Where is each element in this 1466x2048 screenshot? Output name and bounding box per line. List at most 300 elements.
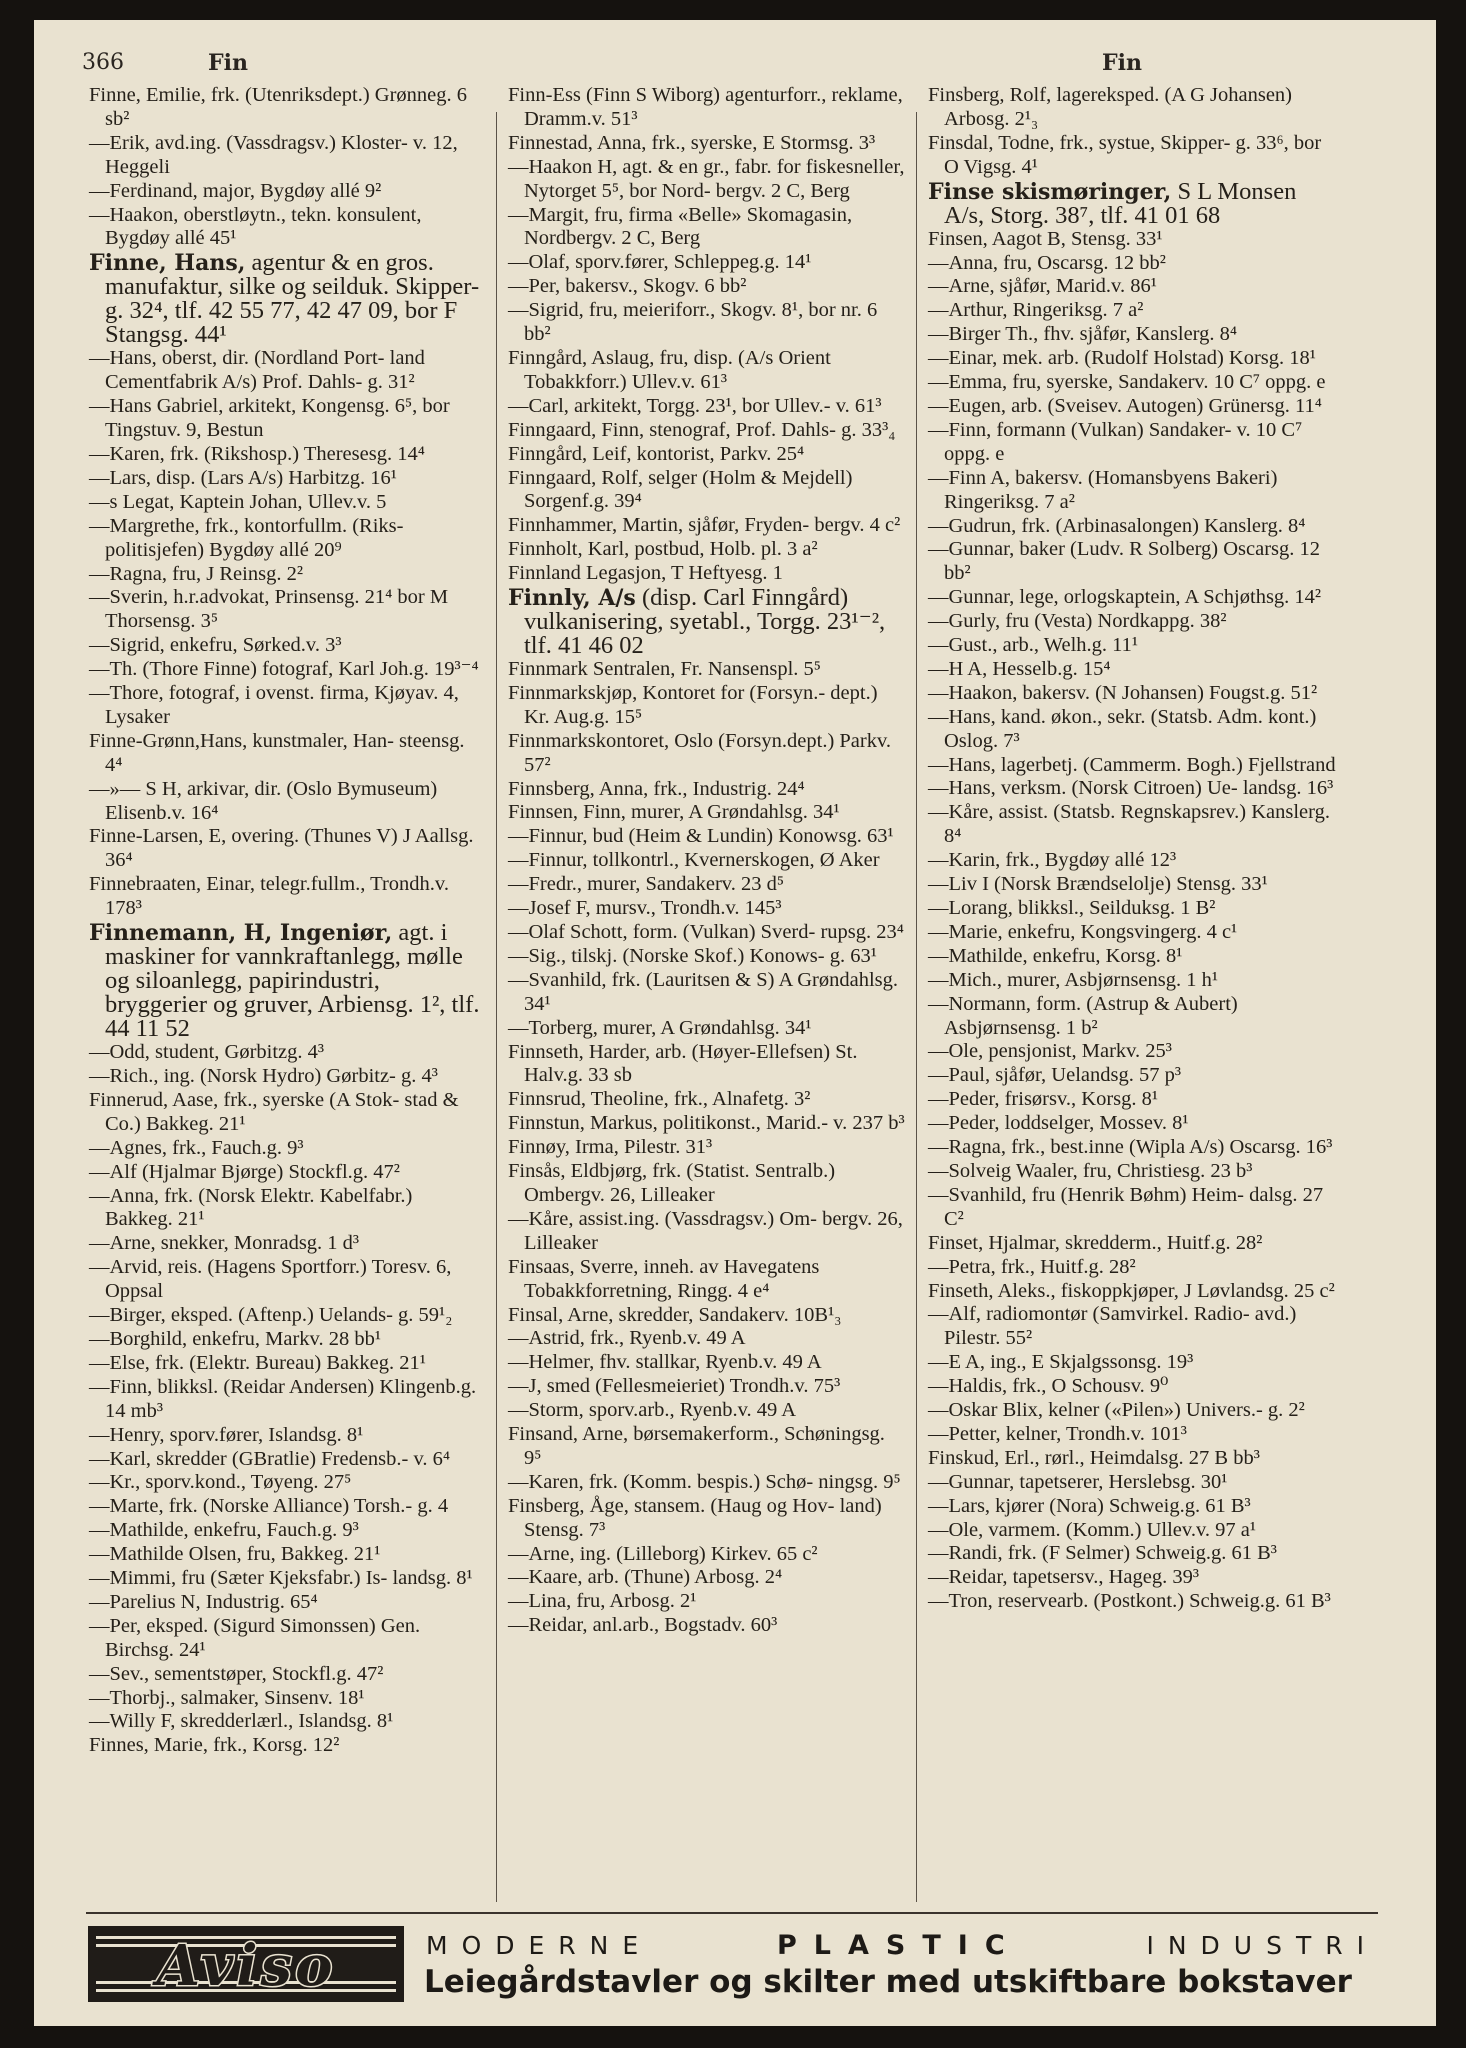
- directory-column-2: [508, 84, 906, 1638]
- entry-text: —Parelius N, Industrig. 65⁴: [89, 1590, 318, 1613]
- entry-text: —Reidar, anl.arb., Bogstadv. 60³: [508, 1614, 778, 1637]
- entry-text: Finsaas, Sverre, inneh. av Havegatens Tobakkforretning, Ringg. 4 e⁴: [508, 1255, 820, 1302]
- entry-text: —Rich., ing. (Norsk Hydro) Gørbitz- g. 4³: [89, 1065, 438, 1087]
- directory-entry: [508, 514, 906, 538]
- directory-entry: [89, 467, 484, 491]
- directory-entry: [89, 634, 484, 658]
- directory-entry: [928, 777, 1338, 801]
- entry-text: —Thorbj., salmaker, Sinsenv. 18¹: [89, 1686, 365, 1709]
- directory-entry: [928, 1088, 1338, 1112]
- directory-entry: [508, 1614, 906, 1638]
- entry-heading: Finne, Hans,: [89, 250, 246, 277]
- entry-text: —Gurly, fru (Vesta) Nordkappg. 38²: [928, 610, 1227, 633]
- directory-entry: [928, 897, 1338, 921]
- directory-entry: [508, 1495, 906, 1543]
- directory-entry: [928, 371, 1338, 395]
- entry-text: —Lorang, blikksl., Seilduksg. 1 B²: [928, 897, 1216, 919]
- directory-entry: [928, 1542, 1338, 1566]
- entry-text: Finnerud, Aase, frk., syerske (A Stok- stad & Co.) Bakkeg. 21¹: [89, 1088, 459, 1135]
- entry-text: Finsberg, Rolf, lagereksped. (A G Johansen) Arbosg. 2¹₃: [928, 84, 1293, 130]
- entry-text: (disp. Carl Finngård) vulkanisering, syetabl., Torgg. 23¹⁻², tlf. 41 46 02: [524, 584, 886, 660]
- directory-entry: [928, 921, 1338, 945]
- entry-text: Finnsrud, Theoline, frk., Alnafetg. 3²: [508, 1088, 811, 1111]
- directory-entry: [928, 873, 1338, 897]
- entry-text: —»— S H, arkivar, dir. (Oslo Bymuseum) Elisenb.v. 16⁴: [89, 777, 438, 824]
- directory-entry: [508, 538, 906, 562]
- entry-text: —Peder, loddselger, Mossev. 8¹: [928, 1112, 1189, 1135]
- entry-text: —Arne, ing. (Lilleborg) Kirkev. 65 c²: [508, 1542, 818, 1565]
- directory-entry: [89, 1495, 484, 1519]
- directory-entry: [928, 1375, 1338, 1399]
- directory-entry: [89, 1352, 484, 1376]
- entry-text: —Carl, arkitekt, Torgg. 23¹, bor Ullev.- v. 61³: [508, 394, 882, 417]
- directory-entry: [89, 1734, 484, 1758]
- directory-entry: [928, 801, 1338, 849]
- entry-text: Finne, Emilie, frk. (Utenriksdept.) Grønneg. 6 sb²: [89, 84, 468, 130]
- entry-text: —Margit, fru, firma «Belle» Skomagasin, Nordbergv. 2 C, Berg: [508, 203, 853, 250]
- directory-entry: [508, 1399, 906, 1423]
- entry-text: Finsal, Arne, skredder, Sandakerv. 10B¹₃: [508, 1303, 842, 1326]
- entry-text: —Th. (Thore Finne) fotograf, Karl Joh.g. 19³⁻⁴: [89, 658, 479, 681]
- directory-entry: [928, 1399, 1338, 1423]
- entry-text: —Arvid, reis. (Hagens Sportforr.) Toresv. 6, Oppsal: [89, 1256, 452, 1303]
- entry-text: —Thore, fotograf, i ovenst. firma, Kjøyav. 4, Lysaker: [89, 682, 459, 728]
- entry-text: —Mathilde, enkefru, Korsg. 8¹: [928, 944, 1183, 967]
- entry-text: —Gunnar, baker (Ludv. R Solberg) Oscarsg. 12 bb²: [928, 538, 1321, 585]
- entry-text: Finsand, Arne, børsemakerform., Schøningsg. 9⁵: [508, 1423, 885, 1469]
- directory-entry: [928, 1495, 1338, 1519]
- directory-entry: [89, 1137, 484, 1161]
- directory-entry: [89, 132, 484, 180]
- entry-text: —Gunnar, lege, orlogskaptein, A Schjøthsg. 14²: [928, 586, 1322, 609]
- directory-entry: [89, 730, 484, 778]
- directory-entry: [89, 778, 484, 826]
- entry-text: Finnland Legasjon, T Heftyesg. 1: [508, 562, 783, 585]
- entry-text: —Normann, form. (Astrup & Aubert) Asbjørnsensg. 1 b²: [928, 992, 1238, 1039]
- entry-text: S L Monsen A/s, Storg. 38⁷, tlf. 41 01 68: [944, 177, 1297, 229]
- directory-entry: [928, 1280, 1338, 1304]
- directory-entry: [928, 347, 1338, 371]
- directory-entry: [928, 515, 1338, 539]
- entry-text: —Einar, mek. arb. (Rudolf Holstad) Korsg. 18¹: [928, 347, 1316, 370]
- entry-text: —s Legat, Kaptein Johan, Ullev.v. 5: [89, 490, 387, 513]
- directory-entry: [928, 132, 1338, 180]
- entry-text: —Kåre, assist. (Statsb. Regnskapsrev.) Kanslerg. 8⁴: [928, 801, 1330, 848]
- entry-heading: Finnemann, H, Ingeniør,: [89, 920, 393, 947]
- entry-text: —Finnur, bud (Heim & Lundin) Konowsg. 63¹: [508, 825, 894, 848]
- directory-entry: [928, 1040, 1338, 1064]
- entry-text: Finskud, Erl., rørl., Heimdalsg. 27 B bb³: [928, 1446, 1260, 1469]
- entry-text: Finngård, Aslaug, fru, disp. (A/s Orient Tobakkforr.) Ullev.v. 61³: [508, 346, 831, 393]
- entry-text: —Birger, eksped. (Aftenp.) Uelands- g. 59¹₂: [89, 1304, 453, 1327]
- svg-text:Aviso: Aviso: [156, 1933, 336, 1999]
- directory-entry: [508, 1543, 906, 1567]
- directory-entry: [928, 228, 1338, 252]
- directory-column-1: [89, 84, 484, 1758]
- advert-word-moderne: MODERNE: [426, 1931, 653, 1960]
- column-divider: [496, 112, 497, 1902]
- directory-entry: [89, 1471, 484, 1495]
- entry-text: —Randi, frk. (F Selmer) Schweig.g. 61 B³: [928, 1542, 1277, 1565]
- directory-entry: [928, 1471, 1338, 1495]
- entry-text: —Odd, student, Gørbitzg. 4³: [89, 1041, 325, 1064]
- directory-entry: [928, 538, 1338, 586]
- directory-entry: [89, 1710, 484, 1734]
- directory-entry: [928, 1519, 1338, 1543]
- entry-text: —Haakon, bakersv. (N Johansen) Fougst.g. 51²: [928, 681, 1318, 704]
- entry-text: —Kaare, arb. (Thune) Arbosg. 2⁴: [508, 1566, 783, 1589]
- entry-text: Finnøy, Irma, Pilestr. 31³: [508, 1136, 713, 1159]
- entry-text: —Erik, avd.ing. (Vassdragsv.) Kloster- v. 12, Heggeli: [89, 131, 458, 178]
- directory-entry: [508, 562, 906, 586]
- entry-text: Finnestad, Anna, frk., syerske, E Stormsg. 3³: [508, 131, 876, 154]
- directory-entry: [508, 658, 906, 682]
- directory-entry: [928, 299, 1338, 323]
- entry-text: —Lars, kjører (Nora) Schweig.g. 61 B³: [928, 1494, 1251, 1517]
- directory-column-3: [928, 84, 1338, 1614]
- directory-entry: [928, 849, 1338, 873]
- running-head-right: Fin: [1102, 50, 1142, 76]
- directory-entry: [508, 1160, 906, 1208]
- directory-entry: [928, 1590, 1338, 1614]
- entry-text: —Sev., sementstøper, Stockfl.g. 47²: [89, 1662, 384, 1685]
- entry-text: —Hans, verksm. (Norsk Citroen) Ue- landsg. 16³: [928, 777, 1334, 800]
- entry-text: —Ragna, frk., best.inne (Wipla A/s) Oscarsg. 16³: [928, 1136, 1333, 1159]
- directory-entry: [89, 515, 484, 563]
- directory-entry: [89, 1041, 484, 1065]
- entry-text: Finnseth, Harder, arb. (Høyer-Ellefsen) St. Halv.g. 33 sb: [508, 1040, 858, 1087]
- entry-text: —Anna, frk. (Norsk Elektr. Kabelfabr.) Bakkeg. 21¹: [89, 1184, 413, 1231]
- entry-text: —Petter, kelner, Trondh.v. 101³: [928, 1422, 1187, 1445]
- directory-entry: [508, 467, 906, 515]
- entry-text: —Willy F, skredderlærl., Islandsg. 8¹: [89, 1710, 394, 1733]
- directory-entry: [508, 275, 906, 299]
- entry-text: —Sigrid, enkefru, Sørked.v. 3³: [89, 634, 342, 657]
- directory-entry: [89, 1519, 484, 1543]
- directory-entry: [928, 993, 1338, 1041]
- entry-text: —Svanhild, fru (Henrik Bøhm) Heim- dalsg. 27 C²: [928, 1183, 1324, 1230]
- directory-entry: [89, 1256, 484, 1304]
- entry-text: Finsen, Aagot B, Stensg. 33¹: [928, 227, 1163, 250]
- directory-entry: [928, 1064, 1338, 1088]
- entry-text: —Reidar, tapetsersv., Hageg. 39³: [928, 1566, 1199, 1589]
- entry-text: Finnmark Sentralen, Fr. Nansenspl. 5⁵: [508, 658, 821, 681]
- directory-entry: [928, 1184, 1338, 1232]
- column-divider: [916, 112, 917, 1902]
- directory-entry: [508, 849, 906, 873]
- directory-entry: [89, 1687, 484, 1711]
- entry-heading: Finse skismøringer,: [928, 178, 1172, 205]
- entry-text: —Arne, sjåfør, Marid.v. 86¹: [928, 275, 1157, 298]
- directory-entry: [928, 419, 1338, 467]
- directory-entry: [508, 1017, 906, 1041]
- directory-entry: [928, 84, 1338, 132]
- entry-text: —Olaf, sporv.fører, Schleppeg.g. 14¹: [508, 251, 812, 274]
- entry-text: —Haakon H, agt. & en gr., fabr. for fiskesneller, Nytorget 5⁵, bor Nord- bergv. 2 C, Berg: [508, 155, 905, 202]
- entry-text: —Ole, pensjonist, Markv. 25³: [928, 1040, 1172, 1063]
- directory-entry: [508, 921, 906, 945]
- directory-entry: [508, 945, 906, 969]
- entry-text: —Mich., murer, Asbjørnsensg. 1 h¹: [928, 968, 1219, 991]
- entry-text: —Emma, fru, syerske, Sandakerv. 10 C⁷ oppg. e: [928, 371, 1326, 394]
- directory-entry: [89, 180, 484, 204]
- directory-entry: [928, 1112, 1338, 1136]
- directory-entry: [508, 1136, 906, 1160]
- entry-text: —Gust., arb., Welh.g. 11¹: [928, 634, 1139, 657]
- entry-text: —Karen, frk. (Komm. bespis.) Schø- ningsg. 9⁵: [508, 1470, 901, 1493]
- entry-text: —Hans Gabriel, arkitekt, Kongensg. 6⁵, bor Tingstuv. 9, Bestun: [89, 395, 450, 442]
- directory-entry: [508, 969, 906, 1017]
- running-head-left: Fin: [208, 50, 248, 76]
- entry-text: —Ferdinand, major, Bygdøy allé 9²: [89, 179, 382, 202]
- entry-text: Finset, Hjalmar, skredderm., Huitf.g. 28²: [928, 1231, 1263, 1254]
- directory-entry: [928, 682, 1338, 706]
- entry-text: —Tron, reservearb. (Postkont.) Schweig.g. 61 B³: [928, 1590, 1331, 1613]
- directory-entry: [508, 1375, 906, 1399]
- directory-entry: [89, 251, 484, 347]
- entry-text: —Storm, sporv.arb., Ryenb.v. 49 A: [508, 1399, 797, 1422]
- entry-text: —Haakon, oberstløytn., tekn. konsulent, Bygdøy allé 45¹: [89, 203, 422, 250]
- directory-entry: [89, 1185, 484, 1233]
- entry-text: —Finn, blikksl. (Reidar Andersen) Klingenb.g. 14 mb³: [89, 1375, 477, 1422]
- directory-entry: [89, 84, 484, 132]
- entry-text: —Alf, radiomontør (Samvirkel. Radio- avd.) Pilestr. 55²: [928, 1303, 1297, 1350]
- directory-entry: [89, 873, 484, 921]
- directory-entry: [89, 658, 484, 682]
- entry-text: —Henry, sporv.fører, Islandsg. 8¹: [89, 1423, 364, 1446]
- entry-text: Finn-Ess (Finn S Wiborg) agenturforr., reklame, Dramm.v. 51³: [508, 84, 903, 130]
- entry-text: —Karen, frk. (Rikshosp.) Theresesg. 14⁴: [89, 442, 425, 465]
- directory-entry: [89, 1089, 484, 1137]
- entry-text: —Finnur, tollkontrl., Kvernerskogen, Ø Aker: [508, 849, 880, 872]
- entry-text: —Alf (Hjalmar Bjørge) Stockfl.g. 47²: [89, 1160, 400, 1183]
- entry-text: —Fredr., murer, Sandakerv. 23 d⁵: [508, 873, 784, 896]
- directory-entry: [508, 825, 906, 849]
- entry-text: —Haldis, frk., O Schousv. 9⁰: [928, 1375, 1169, 1398]
- entry-text: Finsberg, Åge, stansem. (Haug og Hov- land) Stensg. 7³: [508, 1494, 882, 1541]
- entry-text: Finnebraaten, Einar, telegr.fullm., Trondh.v. 178³: [89, 873, 449, 920]
- directory-entry: [928, 586, 1338, 610]
- directory-entry: [89, 1376, 484, 1424]
- directory-entry: [508, 251, 906, 275]
- directory-entry: [928, 1423, 1338, 1447]
- entry-text: —Mathilde Olsen, fru, Bakkeg. 21¹: [89, 1543, 381, 1566]
- directory-entry: [508, 1041, 906, 1089]
- advert-line-2: Leiegårdstavler og skilter med utskiftbare bokstaver: [424, 1964, 1352, 2000]
- directory-entry: [508, 730, 906, 778]
- entry-text: —Anna, fru, Oscarsg. 12 bb²: [928, 251, 1166, 274]
- entry-text: Finsås, Eldbjørg, frk. (Statist. Sentralb.) Ombergv. 26, Lilleaker: [508, 1160, 836, 1206]
- entry-text: —Agnes, frk., Fauch.g. 9³: [89, 1136, 304, 1159]
- directory-entry: [89, 1065, 484, 1089]
- entry-text: —Sig., tilskj. (Norske Skof.) Konows- g. 63¹: [508, 944, 877, 967]
- entry-text: —Lina, fru, Arbosg. 2¹: [508, 1590, 697, 1613]
- directory-entry: [508, 1112, 906, 1136]
- directory-entry: [508, 132, 906, 156]
- directory-entry: [508, 84, 906, 132]
- directory-entry: [928, 1351, 1338, 1375]
- entry-text: —Mimmi, fru (Sæter Kjeksfabr.) Is- landsg. 8¹: [89, 1567, 473, 1590]
- entry-text: —Finn, formann (Vulkan) Sandaker- v. 10 C⁷ oppg. e: [928, 418, 1303, 465]
- directory-entry: [89, 1232, 484, 1256]
- directory-entry: [928, 1566, 1338, 1590]
- directory-entry: [508, 1088, 906, 1112]
- directory-entry: [928, 610, 1338, 634]
- directory-entry: [508, 1590, 906, 1614]
- entry-text: Finngaard, Rolf, selger (Holm & Mejdell) Sorgenf.g. 39⁴: [508, 466, 853, 513]
- directory-entry: [89, 395, 484, 443]
- entry-text: —Per, eksped. (Sigurd Simonssen) Gen. Birchsg. 24¹: [89, 1614, 421, 1661]
- entry-text: Finnsberg, Anna, frk., Industrig. 24⁴: [508, 777, 805, 800]
- directory-entry: [89, 921, 484, 1041]
- entry-text: —Margrethe, frk., kontorfullm. (Riks- politisjefen) Bygdøy allé 20⁹: [89, 514, 404, 561]
- entry-text: —Kr., sporv.kond., Tøyeng. 27⁵: [89, 1471, 352, 1494]
- entry-text: —Lars, disp. (Lars A/s) Harbitzg. 16¹: [89, 466, 397, 489]
- entry-text: —Solveig Waaler, fru, Christiesg. 23 b³: [928, 1159, 1253, 1182]
- entry-text: —Petra, frk., Huitf.g. 28²: [928, 1255, 1136, 1278]
- directory-entry: [508, 347, 906, 395]
- entry-text: —H A, Hesselb.g. 15⁴: [928, 657, 1111, 680]
- entry-text: Finnsen, Finn, murer, A Grøndahlsg. 34¹: [508, 801, 840, 824]
- entry-text: —Karl, skredder (GBratlie) Fredensb.- v. 6⁴: [89, 1447, 451, 1470]
- entry-text: —Hans, lagerbetj. (Cammerm. Bogh.) Fjellstrand: [928, 753, 1336, 776]
- directory-entry: [928, 1232, 1338, 1256]
- directory-entry: [89, 1448, 484, 1472]
- entry-text: —Peder, frisørsv., Korsg. 8¹: [928, 1088, 1159, 1111]
- directory-entry: [928, 1136, 1338, 1160]
- entry-text: —Mathilde, enkefru, Fauch.g. 9³: [89, 1519, 359, 1542]
- directory-entry: [89, 204, 484, 252]
- entry-text: —Else, frk. (Elektr. Bureau) Bakkeg. 21¹: [89, 1351, 426, 1374]
- directory-entry: [508, 1304, 906, 1328]
- entry-text: —Paul, sjåfør, Uelandsg. 57 p³: [928, 1064, 1181, 1087]
- entry-text: —Svanhild, frk. (Lauritsen & S) A Grøndahlsg. 34¹: [508, 968, 899, 1015]
- directory-entry: [508, 204, 906, 252]
- entry-text: —Astrid, frk., Ryenb.v. 49 A: [508, 1327, 746, 1350]
- entry-text: —Hans, oberst, dir. (Nordland Port- land Cementfabrik A/s) Prof. Dahls- g. 31²: [89, 347, 425, 394]
- directory-entry: [508, 1256, 906, 1304]
- aviso-logo: [86, 1922, 406, 2006]
- directory-entry: [928, 395, 1338, 419]
- entry-text: —Eugen, arb. (Sveisev. Autogen) Grünersg. 11⁴: [928, 394, 1322, 417]
- entry-text: —E A, ing., E Skjalgssonsg. 19³: [928, 1351, 1194, 1374]
- entry-text: Finnhammer, Martin, sjåfør, Fryden- bergv. 4 c²: [508, 514, 901, 537]
- directory-entry: [508, 395, 906, 419]
- entry-text: agentur & en gros. manufaktur, silke og seilduk. Skipper- g. 32⁴, tlf. 42 55 77, 42 47 09, bor F Stangsg. 44¹: [105, 249, 480, 349]
- directory-entry: [928, 706, 1338, 754]
- entry-text: —Borghild, enkefru, Markv. 28 bb¹: [89, 1327, 381, 1350]
- directory-entry: [89, 1663, 484, 1687]
- directory-entry: [508, 299, 906, 347]
- directory-entry: [928, 1256, 1338, 1280]
- directory-entry: [928, 754, 1338, 778]
- entry-text: Finnmarkskontoret, Oslo (Forsyn.dept.) Parkv. 57²: [508, 729, 892, 776]
- directory-entry: [89, 1328, 484, 1352]
- directory-entry: [508, 1351, 906, 1375]
- directory-entry: [508, 897, 906, 921]
- entry-text: —Marte, frk. (Norske Alliance) Torsh.- g. 4: [89, 1495, 449, 1518]
- entry-text: —J, smed (Fellesmeieriet) Trondh.v. 75³: [508, 1375, 841, 1398]
- entry-text: Finsdal, Todne, frk., systue, Skipper- g. 33⁶, bor O Vigsg. 4¹: [928, 131, 1322, 178]
- directory-entry: [508, 1423, 906, 1471]
- entry-text: —Oskar Blix, kelner («Pilen») Univers.- g. 2²: [928, 1399, 1305, 1422]
- directory-entry: [89, 1543, 484, 1567]
- entry-heading: Finnly, A/s: [508, 585, 636, 612]
- entry-text: —Helmer, fhv. stallkar, Ryenb.v. 49 A: [508, 1351, 822, 1374]
- directory-entry: [89, 825, 484, 873]
- directory-entry: [89, 586, 484, 634]
- entry-text: —Ole, varmem. (Komm.) Ullev.v. 97 a¹: [928, 1518, 1256, 1541]
- entry-text: —Torberg, murer, A Grøndahlsg. 34¹: [508, 1016, 812, 1039]
- directory-entry: [928, 634, 1338, 658]
- directory-entry: [928, 323, 1338, 347]
- advert-word-industri: INDUSTRI: [1146, 1931, 1378, 1960]
- directory-entry: [508, 156, 906, 204]
- directory-entry: [508, 586, 906, 658]
- entry-text: Finnholt, Karl, postbud, Holb. pl. 3 a²: [508, 538, 818, 561]
- entry-text: —Gudrun, frk. (Arbinasalongen) Kanslerg. 8⁴: [928, 514, 1306, 537]
- entry-text: Finnmarkskjøp, Kontoret for (Forsyn.- dept.) Kr. Aug.g. 15⁵: [508, 681, 878, 728]
- directory-entry: [508, 1327, 906, 1351]
- entry-text: —Sverin, h.r.advokat, Prinsensg. 21⁴ bor M Thorsensg. 3⁵: [89, 586, 449, 633]
- entry-text: —Gunnar, tapetserer, Herslebsg. 30¹: [928, 1470, 1228, 1493]
- entry-text: —Liv I (Norsk Brændselolje) Stensg. 33¹: [928, 873, 1268, 896]
- entry-text: —Finn A, bakersv. (Homansbyens Bakeri) Ringeriksg. 7 a²: [928, 466, 1278, 513]
- directory-entry: [508, 443, 906, 467]
- entry-text: —Kåre, assist.ing. (Vassdragsv.) Om- bergv. 26, Lilleaker: [508, 1207, 903, 1254]
- advertisement: [86, 1922, 1380, 2006]
- directory-entry: [89, 1161, 484, 1185]
- entry-text: Finngaard, Finn, stenograf, Prof. Dahls- g. 33³₄: [508, 418, 896, 441]
- entry-text: —Ragna, fru, J Reinsg. 2²: [89, 562, 303, 585]
- directory-entry: [928, 252, 1338, 276]
- directory-entry: [928, 1447, 1338, 1471]
- entry-text: agt. i maskiner for vannkraftanlegg, mølle og siloanlegg, papirindustri, bryggerier og gruver, Arbiensg. 1², tlf. 44 11 52: [105, 919, 480, 1043]
- directory-entry: [928, 969, 1338, 993]
- entry-text: Finnstun, Markus, politikonst., Marid.- v. 237 b³: [508, 1112, 905, 1135]
- directory-entry: [89, 1567, 484, 1591]
- entry-text: Finngård, Leif, kontorist, Parkv. 25⁴: [508, 442, 805, 465]
- directory-entry: [89, 563, 484, 587]
- entry-text: —Sigrid, fru, meieriforr., Skogv. 8¹, bor nr. 6 bb²: [508, 299, 878, 346]
- entry-text: Finne-Grønn,Hans, kunstmaler, Han- steensg. 4⁴: [89, 729, 465, 776]
- directory-entry: [928, 177, 1338, 229]
- entry-text: —Marie, enkefru, Kongsvingerg. 4 c¹: [928, 920, 1238, 943]
- directory-entry: [928, 467, 1338, 515]
- directory-entry: [928, 945, 1338, 969]
- directory-entry: [508, 801, 906, 825]
- directory-entry: [508, 1208, 906, 1256]
- advert-line-1: [426, 1930, 1378, 1961]
- directory-entry: [928, 275, 1338, 299]
- directory-entry: [928, 658, 1338, 682]
- entry-text: —Karin, frk., Bygdøy allé 12³: [928, 849, 1177, 872]
- entry-text: Finnes, Marie, frk., Korsg. 12²: [89, 1734, 340, 1757]
- advert-word-plastic: PLASTIC: [777, 1930, 1022, 1961]
- entry-text: Finne-Larsen, E, overing. (Thunes V) J Aallsg. 36⁴: [89, 825, 474, 872]
- directory-entry: [89, 1615, 484, 1663]
- directory-entry: [89, 443, 484, 467]
- directory-entry: [89, 682, 484, 730]
- directory-entry: [89, 1304, 484, 1328]
- entry-text: —Hans, kand. økon., sekr. (Statsb. Adm. kont.) Oslog. 7³: [928, 705, 1317, 752]
- directory-entry: [508, 778, 906, 802]
- directory-entry: [508, 682, 906, 730]
- page-number: 366: [82, 50, 124, 75]
- directory-entry: [508, 1471, 906, 1495]
- entry-text: Finseth, Aleks., fiskoppkjøper, J Løvlandsg. 25 c²: [928, 1279, 1335, 1302]
- directory-entry: [508, 1566, 906, 1590]
